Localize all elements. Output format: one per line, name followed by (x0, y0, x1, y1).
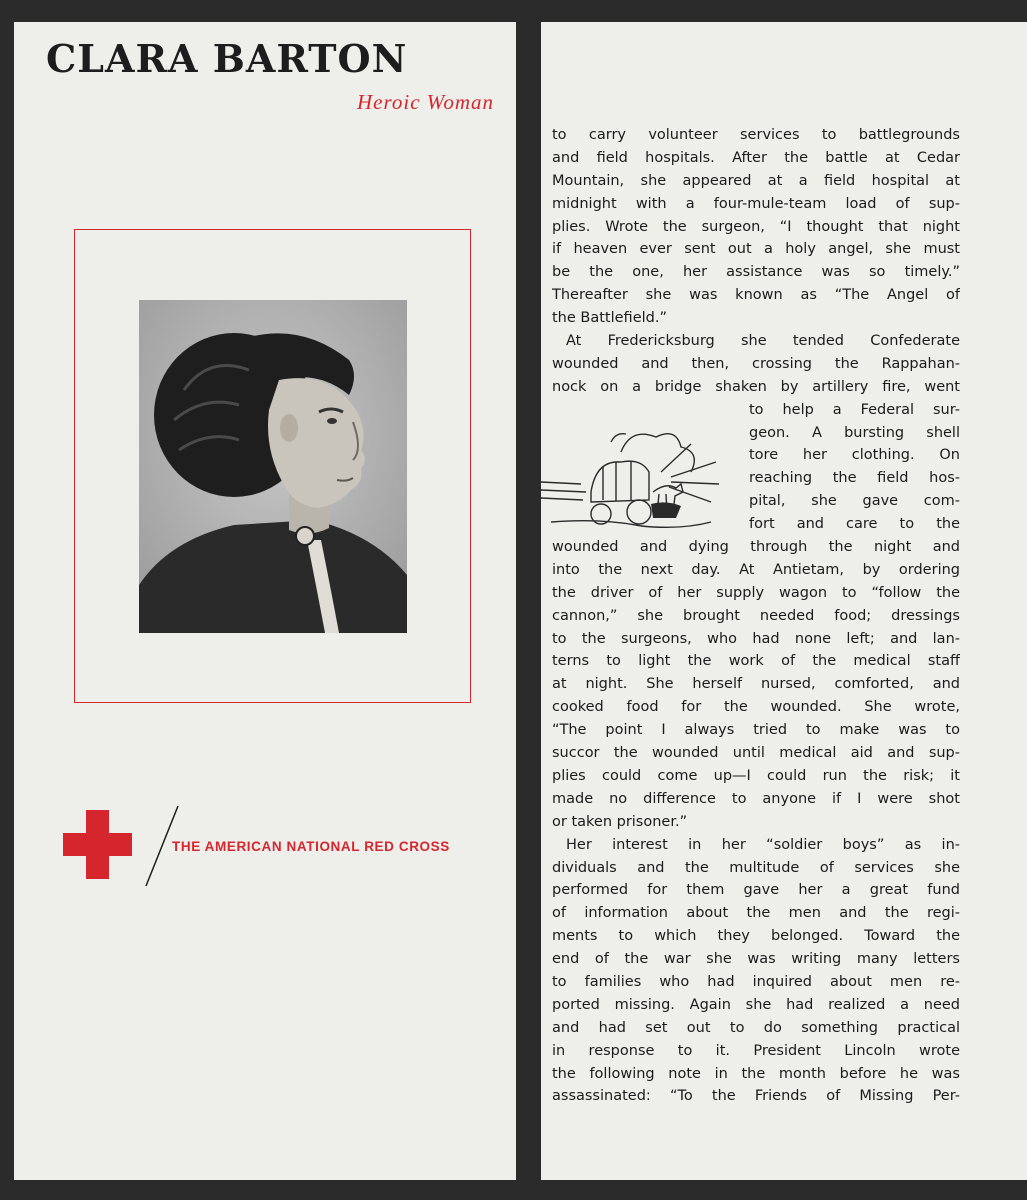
article-line: terns to light the work of the medical staff (552, 653, 960, 670)
article-line: At Fredericksburg she tended Confederate (566, 333, 960, 350)
article-page (541, 22, 1027, 1180)
organization-name: THE AMERICAN NATIONAL RED CROSS (172, 839, 450, 854)
article-line: if heaven ever sent out a holy angel, she must (552, 241, 960, 258)
article-line: nock on a bridge shaken by artillery fire, went (552, 378, 960, 395)
article-line: to families who had inquired about men re- (552, 973, 960, 990)
article-text (552, 124, 960, 1108)
article-line: wounded and dying through the night and (552, 539, 960, 556)
article-line: ported missing. Again she had realized a need (552, 996, 960, 1013)
article-line: succor the wounded until medical aid and sup- (552, 745, 960, 762)
article-line: “The point I always tried to make was to (552, 722, 960, 739)
article-line: wounded and then, crossing the Rappahan- (552, 355, 960, 372)
portrait-icon (139, 300, 407, 633)
page-title: CLARA BARTON (46, 36, 408, 81)
article-line: the driver of her supply wagon to “follow the (552, 584, 960, 601)
article-line: ments to which they belonged. Toward the (552, 928, 960, 945)
article-line: midnight with a four-mule-team load of sup- (552, 195, 960, 212)
portrait-photo (139, 300, 407, 633)
article-line: Thereafter she was known as “The Angel of (552, 287, 960, 304)
article-line: tore her clothing. On (749, 447, 960, 464)
red-cross-emblem (63, 810, 132, 879)
article-line: of information about the men and the regi- (552, 905, 960, 922)
article-line: into the next day. At Antietam, by ordering (552, 561, 960, 578)
article-line: plies could come up—I could run the risk; it (552, 767, 960, 784)
article-line: reaching the field hos- (749, 470, 960, 487)
article-line: pital, she gave com- (749, 493, 960, 510)
red-cross-icon (63, 810, 132, 879)
pamphlet-cover (14, 22, 516, 1180)
article-line: and had set out to do something practical (552, 1019, 960, 1036)
article-line: end of the war she was writing many letters (552, 951, 960, 968)
article-line: made no difference to anyone if I were shot (552, 790, 960, 807)
article-line: Mountain, she appeared at a field hospital at (552, 172, 960, 189)
article-line: the Battlefield.” (552, 310, 667, 327)
subtitle: Heroic Woman (356, 90, 494, 114)
article-line: assassinated: “To the Friends of Missing Per- (552, 1088, 960, 1105)
article-line: to carry volunteer services to battlegrounds (552, 127, 960, 143)
article-line: fort and care to the (749, 516, 960, 533)
article-line: cooked food for the wounded. She wrote, (552, 699, 960, 716)
article-line: or taken prisoner.” (552, 813, 688, 830)
article-line: dividuals and the multitude of services she (552, 859, 960, 876)
article-line: at night. She herself nursed, comforted, and (552, 676, 960, 693)
article-line: in response to it. President Lincoln wrote (552, 1042, 960, 1059)
article-line: plies. Wrote the surgeon, “I thought that night (552, 218, 960, 235)
article-line: and field hospitals. After the battle at Cedar (552, 149, 960, 166)
article-line: be the one, her assistance was so timely.” (552, 264, 960, 281)
article-line: geon. A bursting shell (749, 424, 960, 441)
article-line: performed for them gave her a great fund (552, 882, 960, 899)
article-line: Her interest in her “soldier boys” as in- (566, 836, 960, 853)
article-line: the following note in the month before he was (552, 1065, 960, 1082)
article-line: to the surgeons, who had none left; and lan- (552, 630, 960, 647)
article-line: to help a Federal sur- (749, 401, 960, 418)
article-line: cannon,” she brought needed food; dressings (552, 607, 960, 624)
